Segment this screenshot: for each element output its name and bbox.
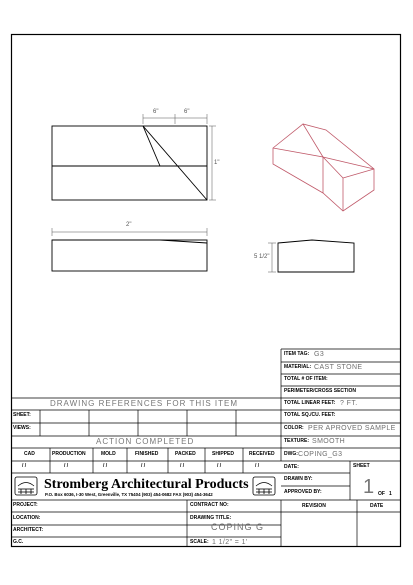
gc-label: G.C. — [13, 539, 24, 545]
status-col-packed: PACKED — [175, 451, 196, 457]
status-date-packed: / / — [180, 463, 185, 469]
color-label: COLOR: — [284, 425, 304, 431]
sheet-number: 1 — [363, 476, 375, 498]
status-col-mold: MOLD — [101, 451, 116, 457]
texture-value: SMOOTH — [312, 438, 346, 445]
revision-date-label: DATE — [370, 503, 384, 509]
linear-feet-label: TOTAL LINEAR FEET: — [284, 400, 336, 406]
sheet-border — [12, 35, 401, 547]
location-label: LOCATION: — [13, 515, 41, 521]
revision-label: REVISION — [302, 503, 326, 509]
scale-value: 1 1/2" = 1' — [212, 539, 248, 546]
total-items-label: TOTAL # OF ITEM: — [284, 376, 328, 382]
action-completed-header: ACTION COMPLETED — [96, 437, 195, 446]
texture-label: TEXTURE: — [284, 438, 309, 444]
project-label: PROJECT: — [13, 502, 38, 508]
status-date-mold: / / — [103, 463, 108, 469]
dim-top-left: 6" — [153, 109, 159, 115]
company-logo-left — [15, 477, 37, 495]
dim-height: 5 1/2" — [254, 254, 270, 260]
contract-label: CONTRACT NO: — [190, 502, 229, 508]
sheet-total: 1 — [389, 491, 392, 497]
drawn-by-label: DRAWN BY: — [284, 476, 313, 482]
front-dimensions — [52, 228, 207, 236]
status-col-received: RECEIVED — [249, 451, 275, 457]
sheet-ref-label: SHEET: — [13, 412, 31, 418]
linear-feet-value: ? FT. — [340, 400, 358, 407]
status-col-finished: FINISHED — [135, 451, 159, 457]
status-date-cad: / / — [22, 463, 27, 469]
perimeter-label: PERIMETER/CROSS SECTION — [284, 388, 356, 394]
isometric-view — [273, 124, 374, 211]
sqft-label: TOTAL SQ./CU. FEET: — [284, 412, 336, 418]
material-value: CAST STONE — [314, 364, 363, 371]
item-tag-value: G3 — [314, 351, 325, 358]
dwg-value: COPING_G3 — [298, 451, 343, 458]
dim-length: 2" — [126, 222, 132, 228]
status-date-production: / / — [64, 463, 69, 469]
company-name: Stromberg Architectural Products — [44, 477, 249, 492]
color-value: PER APROVED SAMPLE — [308, 425, 396, 432]
item-tag-label: ITEM TAG: — [284, 351, 310, 357]
architect-label: ARCHITECT: — [13, 527, 43, 533]
status-date-received: / / — [255, 463, 260, 469]
references-header: DRAWING REFERENCES FOR THIS ITEM — [50, 399, 239, 408]
sheet-of-label: OF — [378, 491, 385, 497]
company-address: P.O. Box 6036, I-30 West, Greenville, TX 75404 (903) 454-0682 FAX (903) 454-3642 — [45, 492, 213, 497]
scale-label: SCALE: — [190, 539, 209, 545]
status-col-shipped: SHIPPED — [212, 451, 234, 457]
approved-by-label: APPROVED BY: — [284, 489, 322, 495]
dim-depth: 1" — [214, 160, 220, 166]
date-label: DATE: — [284, 464, 299, 470]
status-col-cad: CAD — [24, 451, 35, 457]
company-logo-right — [253, 477, 275, 495]
status-col-production: PRODUCTION — [52, 451, 86, 457]
plan-dimensions — [143, 114, 216, 200]
front-elevation — [52, 240, 207, 271]
dim-top-right: 6" — [184, 109, 190, 115]
material-label: MATERIAL: — [284, 364, 312, 370]
status-date-shipped: / / — [217, 463, 222, 469]
drawing-title-value: COPING G — [211, 522, 265, 532]
side-elevation — [278, 240, 354, 272]
drawing-title-label: DRAWING TITLE: — [190, 515, 232, 521]
views-ref-label: VIEWS: — [13, 425, 31, 431]
sheet-label: SHEET — [353, 463, 370, 469]
dwg-label: DWG: — [284, 451, 298, 457]
plan-view — [52, 126, 207, 200]
status-date-finished: / / — [141, 463, 146, 469]
